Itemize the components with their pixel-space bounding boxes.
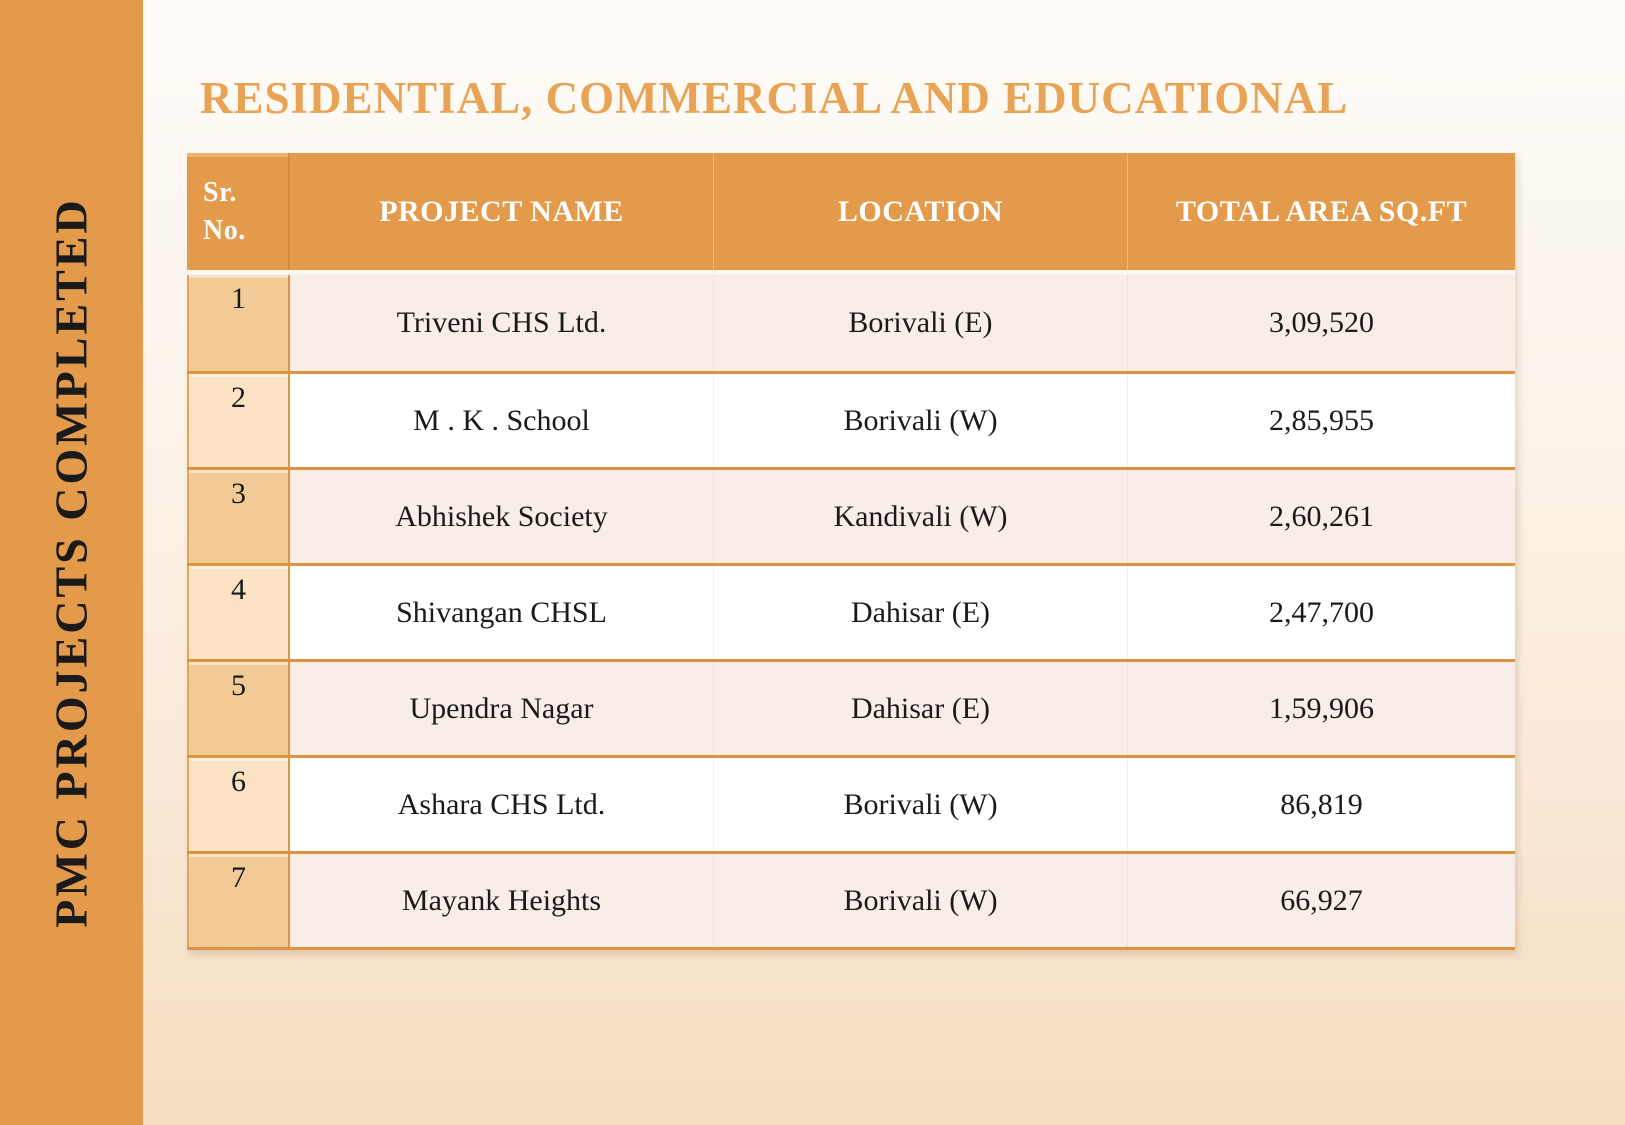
sr-no-cell: 2 xyxy=(187,374,290,467)
table-row xyxy=(187,467,1515,563)
table-body xyxy=(187,270,1515,950)
table-row xyxy=(187,371,1515,467)
projects-table xyxy=(187,153,1515,950)
sr-no-cell: 1 xyxy=(187,275,290,371)
project-name-cell: Ashara CHS Ltd. xyxy=(290,758,713,851)
project-name-cell: Mayank Heights xyxy=(290,854,713,947)
location-cell: Borivali (W) xyxy=(713,374,1127,467)
total-area-cell: 86,819 xyxy=(1127,758,1515,851)
column-header-location: LOCATION xyxy=(713,153,1127,270)
sr-no-cell: 4 xyxy=(187,566,290,659)
table-row xyxy=(187,659,1515,755)
location-cell: Borivali (W) xyxy=(713,854,1127,947)
project-name-cell: Upendra Nagar xyxy=(290,662,713,755)
total-area-cell: 3,09,520 xyxy=(1127,275,1515,371)
sr-no-cell: 7 xyxy=(187,854,290,947)
table-row xyxy=(187,851,1515,947)
sr-header-line2: No. xyxy=(203,214,246,246)
total-area-cell: 2,47,700 xyxy=(1127,566,1515,659)
location-cell: Dahisar (E) xyxy=(713,662,1127,755)
total-area-cell: 2,85,955 xyxy=(1127,374,1515,467)
total-area-cell: 66,927 xyxy=(1127,854,1515,947)
project-name-cell: Triveni CHS Ltd. xyxy=(290,275,713,371)
column-header-total-area: TOTAL AREA SQ.FT xyxy=(1127,153,1515,270)
sr-no-cell: 6 xyxy=(187,758,290,851)
column-header-project-name: PROJECT NAME xyxy=(379,194,624,228)
location-cell: Kandivali (W) xyxy=(713,470,1127,563)
sr-no-cell: 3 xyxy=(187,470,290,563)
table-row xyxy=(187,563,1515,659)
location-cell: Dahisar (E) xyxy=(713,566,1127,659)
project-name-cell: Abhishek Society xyxy=(290,470,713,563)
location-cell: Borivali (W) xyxy=(713,758,1127,851)
sr-no-cell: 5 xyxy=(187,662,290,755)
sidebar-banner xyxy=(0,0,143,1125)
sr-header-line1: Sr. xyxy=(203,176,237,208)
location-cell: Borivali (E) xyxy=(713,275,1127,371)
sidebar-title: PMC PROJECTS COMPLETED xyxy=(46,197,97,928)
project-name-cell: M . K . School xyxy=(290,374,713,467)
total-area-cell: 2,60,261 xyxy=(1127,470,1515,563)
page-title: RESIDENTIAL, COMMERCIAL AND EDUCATIONAL xyxy=(200,73,1349,123)
project-name-cell: Shivangan CHSL xyxy=(290,566,713,659)
total-area-cell: 1,59,906 xyxy=(1127,662,1515,755)
column-header-sr-no xyxy=(187,153,290,270)
table-row xyxy=(187,755,1515,851)
table-header-row xyxy=(187,153,1515,270)
table-row xyxy=(187,275,1515,371)
